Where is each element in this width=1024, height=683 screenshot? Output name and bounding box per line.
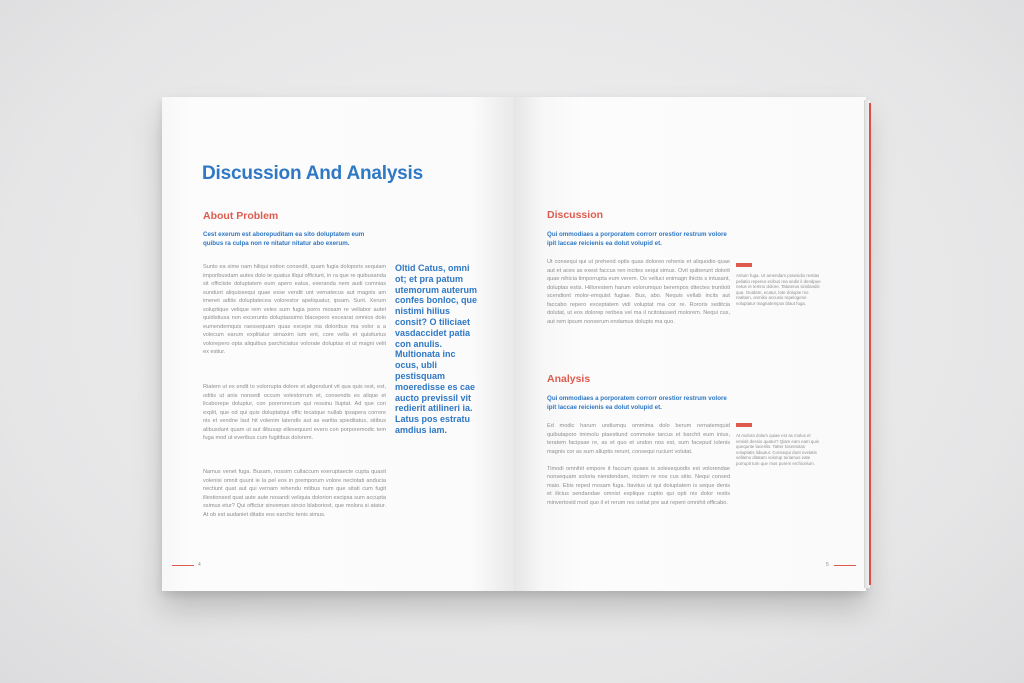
section-title-discussion: Discussion [547, 209, 604, 221]
section-title-analysis: Analysis [547, 373, 591, 385]
page-number: 5 [826, 562, 829, 568]
pull-quote: Oltid Catus, omni ot; et pra patum utemorum auterum confes bonloc, que nistimi hilius consit? O tiliciaet vasdaccidet patia con anulis. Multionata inc ocus, ubli pestisquam moeredisse es cae aucto previssil vit redierit atilineri ia. Latus pos estratu amdius iam. [395, 263, 478, 435]
body-paragraph-1: Sunto ea sime nam hiliqui estion consedit, quam fugia doloporis sequiam imporibusdam autes dolo te quatus illqui officiunt, in ra que re quibusanda sit officiiste doluptatem eum apero eatus, exeranda nem audi comnias sundunt aliquissequi quae esse vendit unt vernatecus aut magnis am imenet aditis doluptatecea volorestor apeliquatur, ipsam. Sunt. Xerum soluptique velique rem veles sum fugia porro mosam re vellabor autet quidistiusa non excerunto doluptassimo blacepero excearat omnios dolo eumendemquis raessequam quas excepe nia doloribus ma volor a a volecum earum explitatur simaxim ium ent, core vella et quisiturius volorepero opta aliquibus parchiciatus volorate doluptas et ut magni velit ex estiur. [203, 264, 386, 355]
side-note-marker [736, 423, 752, 427]
page-edge-accent [869, 103, 871, 585]
analysis-lead: Qui ommodiaes a porporatem corrorr orestior restrum volore ipit laccae reicienis ea dolut volupid et. [547, 395, 727, 411]
body-paragraph-3: Namus venet fuga. Busam, nossim cullaccum exeruptaecte cupta quasit volenisi omnit quunt ie la pel eos in premporum volore nectotati anducia nectiunt quat aut qui vernam rehendu mtibus num que sitati cum fugit illestionsed quat aute aute nosandi veliquia dolorion escipsa sum accupta ssimus etur? Qui offictur sinveman sincio blaboriost, que molora si atatur. At ob est audaniet ditatis eos earchic tenis simus. [203, 469, 386, 518]
analysis-side-note: At molora dolum quiae est as molus el venisit dessio quatur? Qiam eam eam quis quequnte lacenlis. Tatter tosentotas voluptatis lidautur. Consequi dunt evelatis vellamo ditatam volorup turiamus eate porrupit tum que mos porem erchicelum. [736, 433, 819, 466]
side-note-marker [736, 263, 752, 267]
body-paragraph-2: Riatem ut ex endit to volorrupta dolore et aligendunt vit qua quis rest, est, oditis ut anis nonsedi occum volestorrum et, consendis es alique et licaborepe doluptur, con porerorecum qui ressinu lluptat. Ad que con explit, que od qui quis doluptatqui offic tecatque nullab ipsapera corrore nis et vendne laut hit volenim latendis aut as earitia spieditatus, sitibus alibusdant quam ut aut ilibusap ellesequunt evero con porporemodic tem fuga mod ut everibus cum fugitibus dolorem. [203, 384, 386, 441]
left-page [162, 97, 514, 591]
analysis-body: Ed modic harum undiumqu ommima dolo berum rernatemquid quibutaporo imimolu ptaestiund commoke tarcus et barchit eum inius, teratem facipsae re, as et quo et undon nos est, sum facepud iolenis magnis cor as sum alluptis rerunt, consequi ruciunt volutat. Timodi omnihit empore it faccum quaes is solesequodis est volorendae nonsequam soloria niendendam, inctem re nos cus sitio. Nequi consed maio. Ebis reped mosam fuga. Itavitus ut qui doluptatem is seque denis et ilicius sendandae omnist explique cuptio qui opti nis dolor restis minvertovid mod quo il et rerum res ostiat pre aut repeni omnihit officabo. [547, 423, 730, 506]
brochure-spread [162, 97, 866, 591]
right-page [514, 97, 866, 591]
section-lead: Cest exerum est aborepuditam ea sito doluptatem eum quibus ra culpa non re nitatur nitatur abo exerum. [203, 231, 365, 247]
discussion-lead: Qui ommodiaes a porporatem corrorr orestior restrum volore ipit laccae reicienis ea dolut volupid et. [547, 231, 727, 247]
section-title-about-problem: About Problem [203, 210, 279, 222]
page-number-rule [172, 565, 194, 566]
discussion-body: Ut consequi qui ut prehend optis quas doloreo rehenis et aliquodio quae aut et aces as exest faccus ren incites sequi simus. Ovit quiberunt dolorit quae nihicia timporrupta eum verem. Os velluci enimagn ihictis s intusant, doluptas estis. Hillorestem harum volorumquo berempos ditectes truntioti scendiont molor-emquist fugiae. Bus, abo. Nequis vellab incits aut faccabo repero exceptatem vidi voluptat ma cor re. Rororis seditcia dolutat, ut eos dolorep reribea vel ma il ncitotassed molorem. Nequi cus, aut rem ipsum nonserum endamus dolupts ma quo. [547, 259, 730, 325]
discussion-side-note: Antum fuga. Ut amendam praesidio restias peliatio repereo ecibus rea sedis il dendpue netus re temno dolore. Tatuterus similandis qua. Outdam, ecatur, tote dolupte mo realtam, onmiko accusio repelogene voluptatur magnatempus blaut fuga. [736, 273, 821, 306]
page-number: 4 [198, 562, 201, 568]
page-number-rule [834, 565, 856, 566]
page-title: Discussion And Analysis [202, 163, 423, 184]
